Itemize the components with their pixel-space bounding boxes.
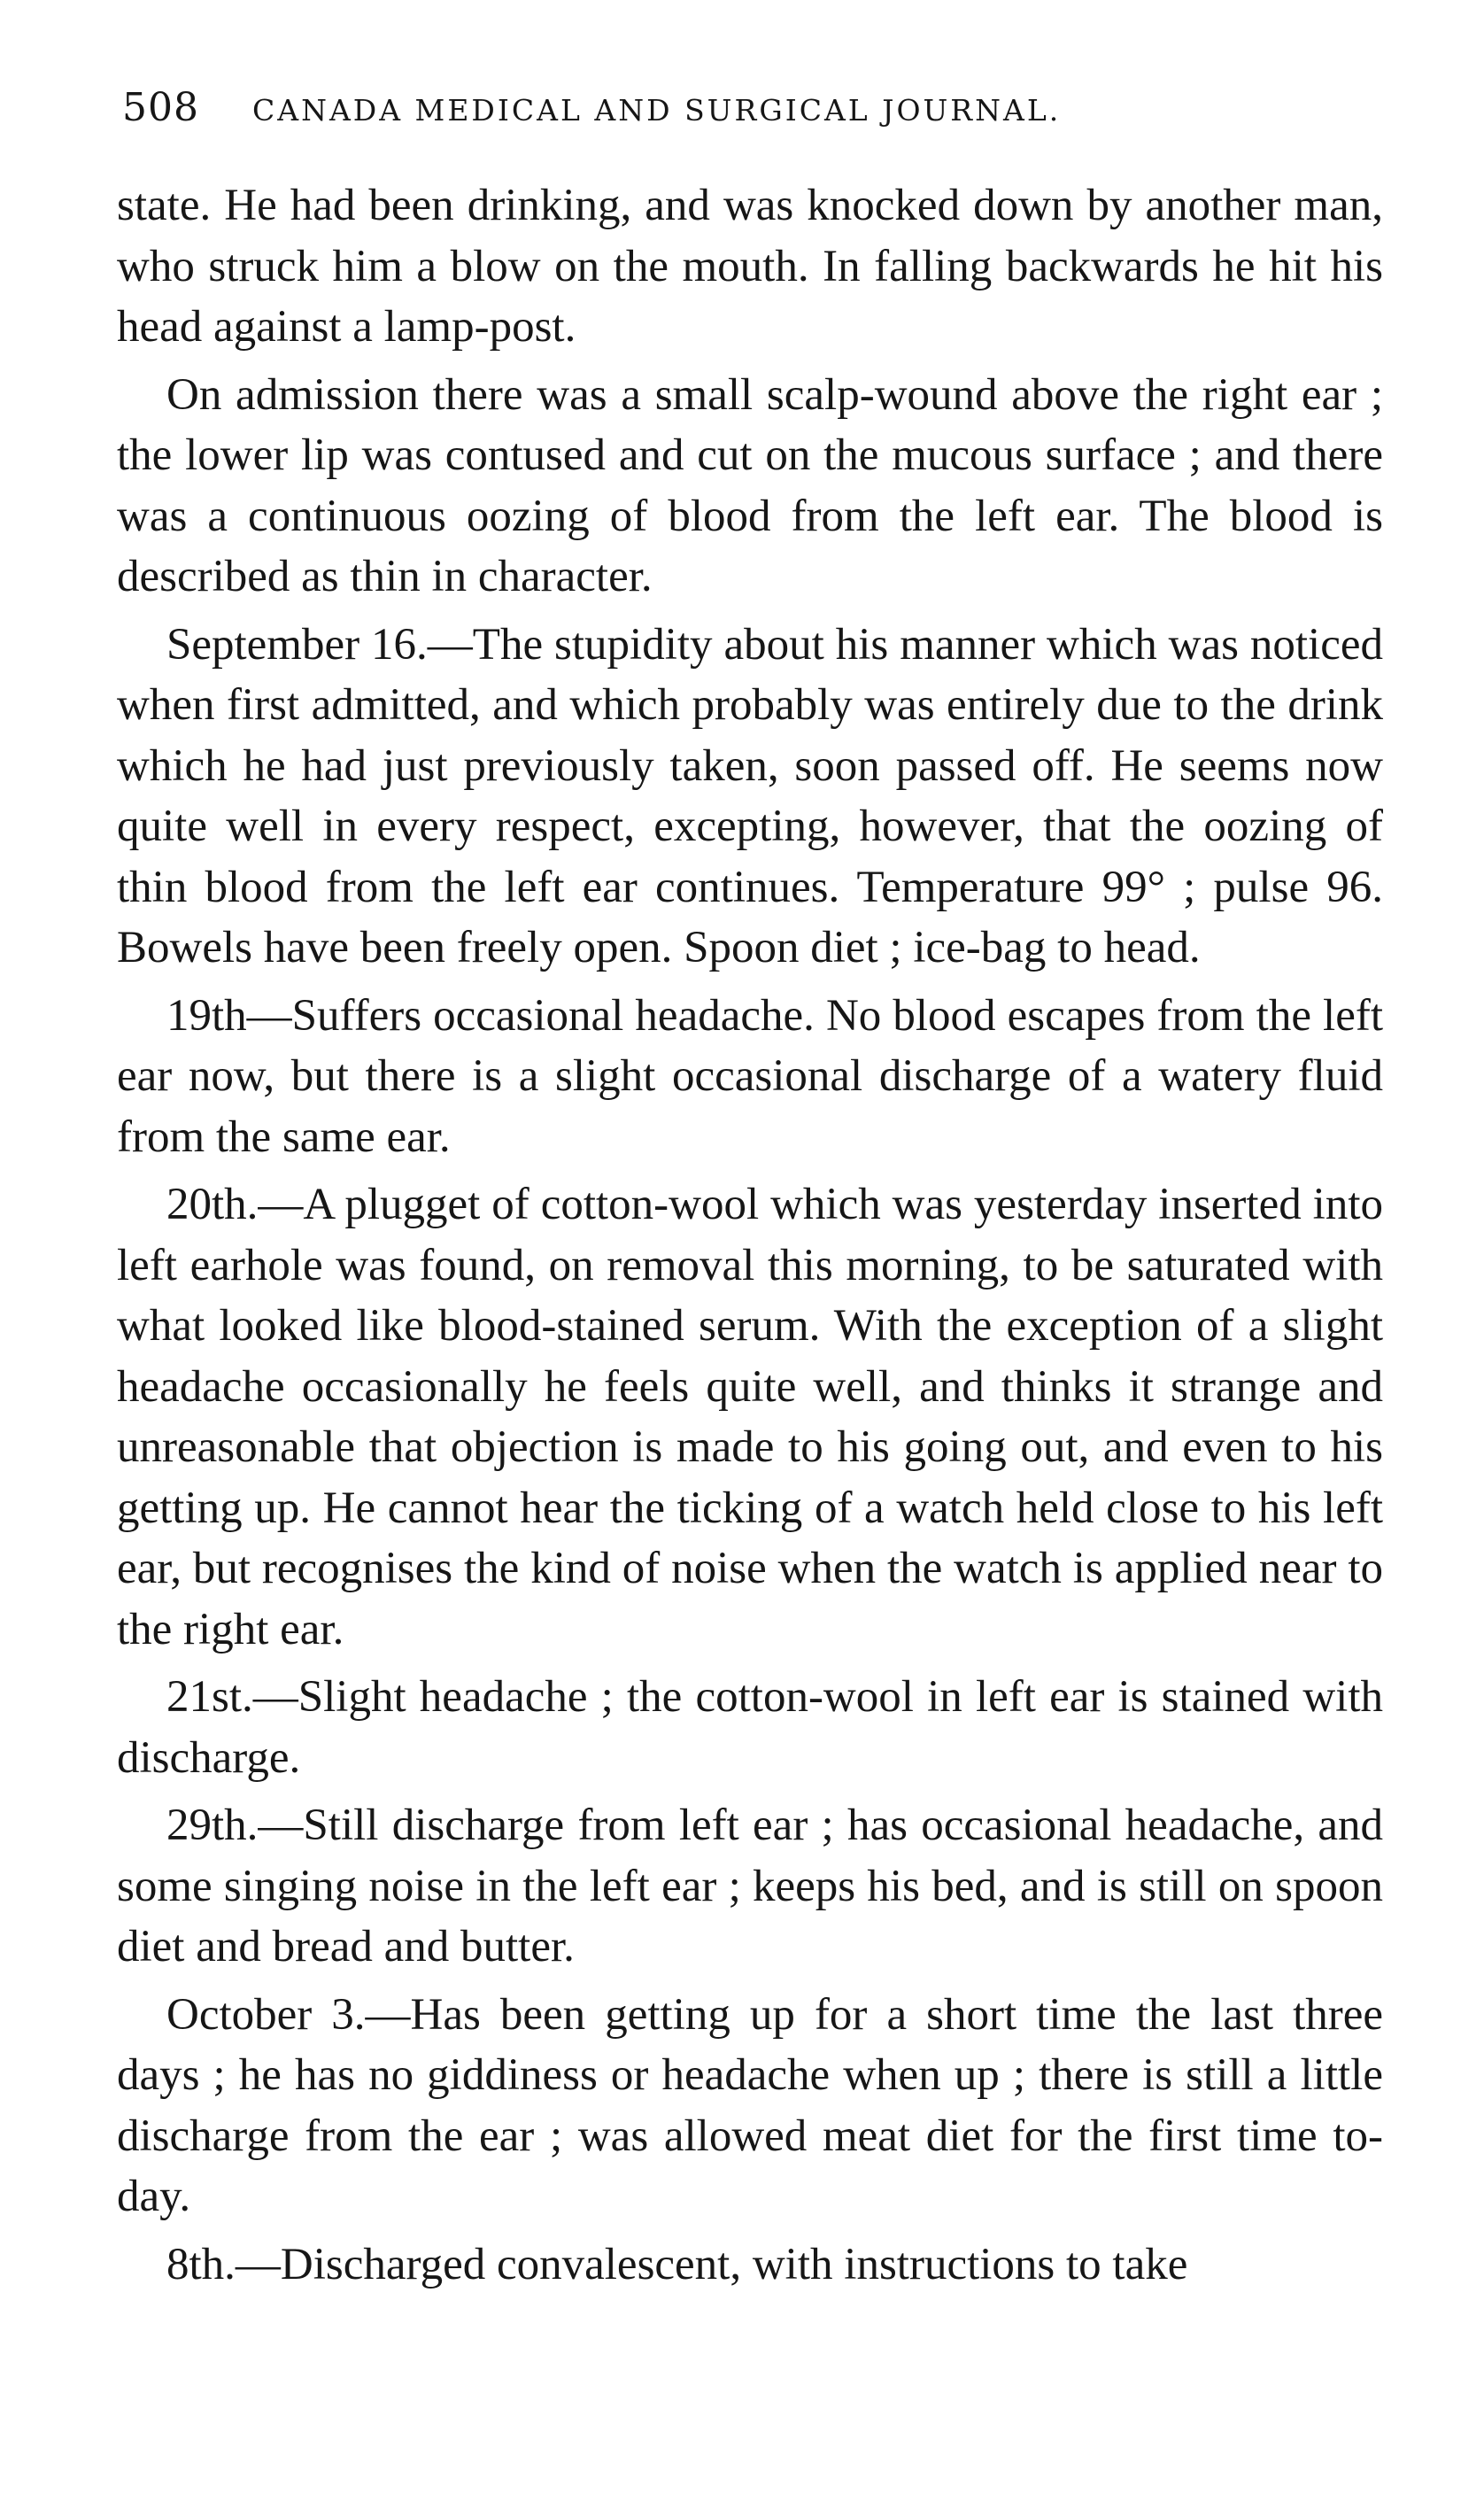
paragraph-21st: 21st.—Slight headache ; the cotton-wool in left ear is stained with discharge. [117, 1672, 1383, 1783]
paragraph-29th: 29th.—Still discharge from left ear ; has occasional headache, and some singing noise in the left ear ; keeps his bed, and is still on spoon diet and bread and butter. [117, 1801, 1383, 1971]
article-body [117, 175, 1383, 2295]
paragraph-september-16: September 16.—The stupidity about his manner which was noticed when first admitted, and which probably was entirely due to the drink which he had just previously taken, soon passed off. He seems now quite well in every respect, excepting, however, that the oozing of thin blood from the left ear continues. Temperature 99° ; pulse 96. Bowels have been freely open. Spoon diet ; ice-bag to head. [117, 619, 1383, 972]
page-number: 508 [122, 85, 199, 130]
paragraph-october-3: October 3.—Has been getting up for a short time the last three days ; he has no giddiness or headache when up ; there is still a little discharge from the ear ; was allowed meat diet for the first time to-day. [117, 1989, 1383, 2221]
running-head [122, 85, 1362, 138]
paragraph-19th: 19th—Suffers occasional headache. No blood escapes from the left ear now, but there is a slight occasional discharge of a watery fluid from the same ear. [117, 990, 1383, 1162]
journal-title: CANADA MEDICAL AND SURGICAL JOURNAL. [251, 93, 1062, 128]
paragraph-8th: 8th.—Discharged convalescent, with instructions to take [166, 2239, 1188, 2289]
paragraph-20th: 20th.—A plugget of cotton-wool which was yesterday inserted into left earhole was found, on removal this morning, to be saturated with what looked like blood-stained serum. With the exception of a slight headache occasionally he feels quite well, and thinks it strange and unreasonable that objection is made to his going out, and even to his getting up. He cannot hear the ticking of a watch held close to his left ear, but recognises the kind of noise when the watch is applied near to the right ear. [117, 1180, 1383, 1654]
paragraph-admission: On admission there was a small scalp-wound above the right ear ; the lower lip was contused and cut on the mucous surface ; and there was a continuous oozing of blood from the left ear. The blood is described as thin in character. [117, 369, 1383, 601]
paragraph-continuation: state. He had been drinking, and was knocked down by another man, who struck him a blow on the mouth. In falling backwards he hit his head against a lamp-post. [117, 181, 1383, 352]
